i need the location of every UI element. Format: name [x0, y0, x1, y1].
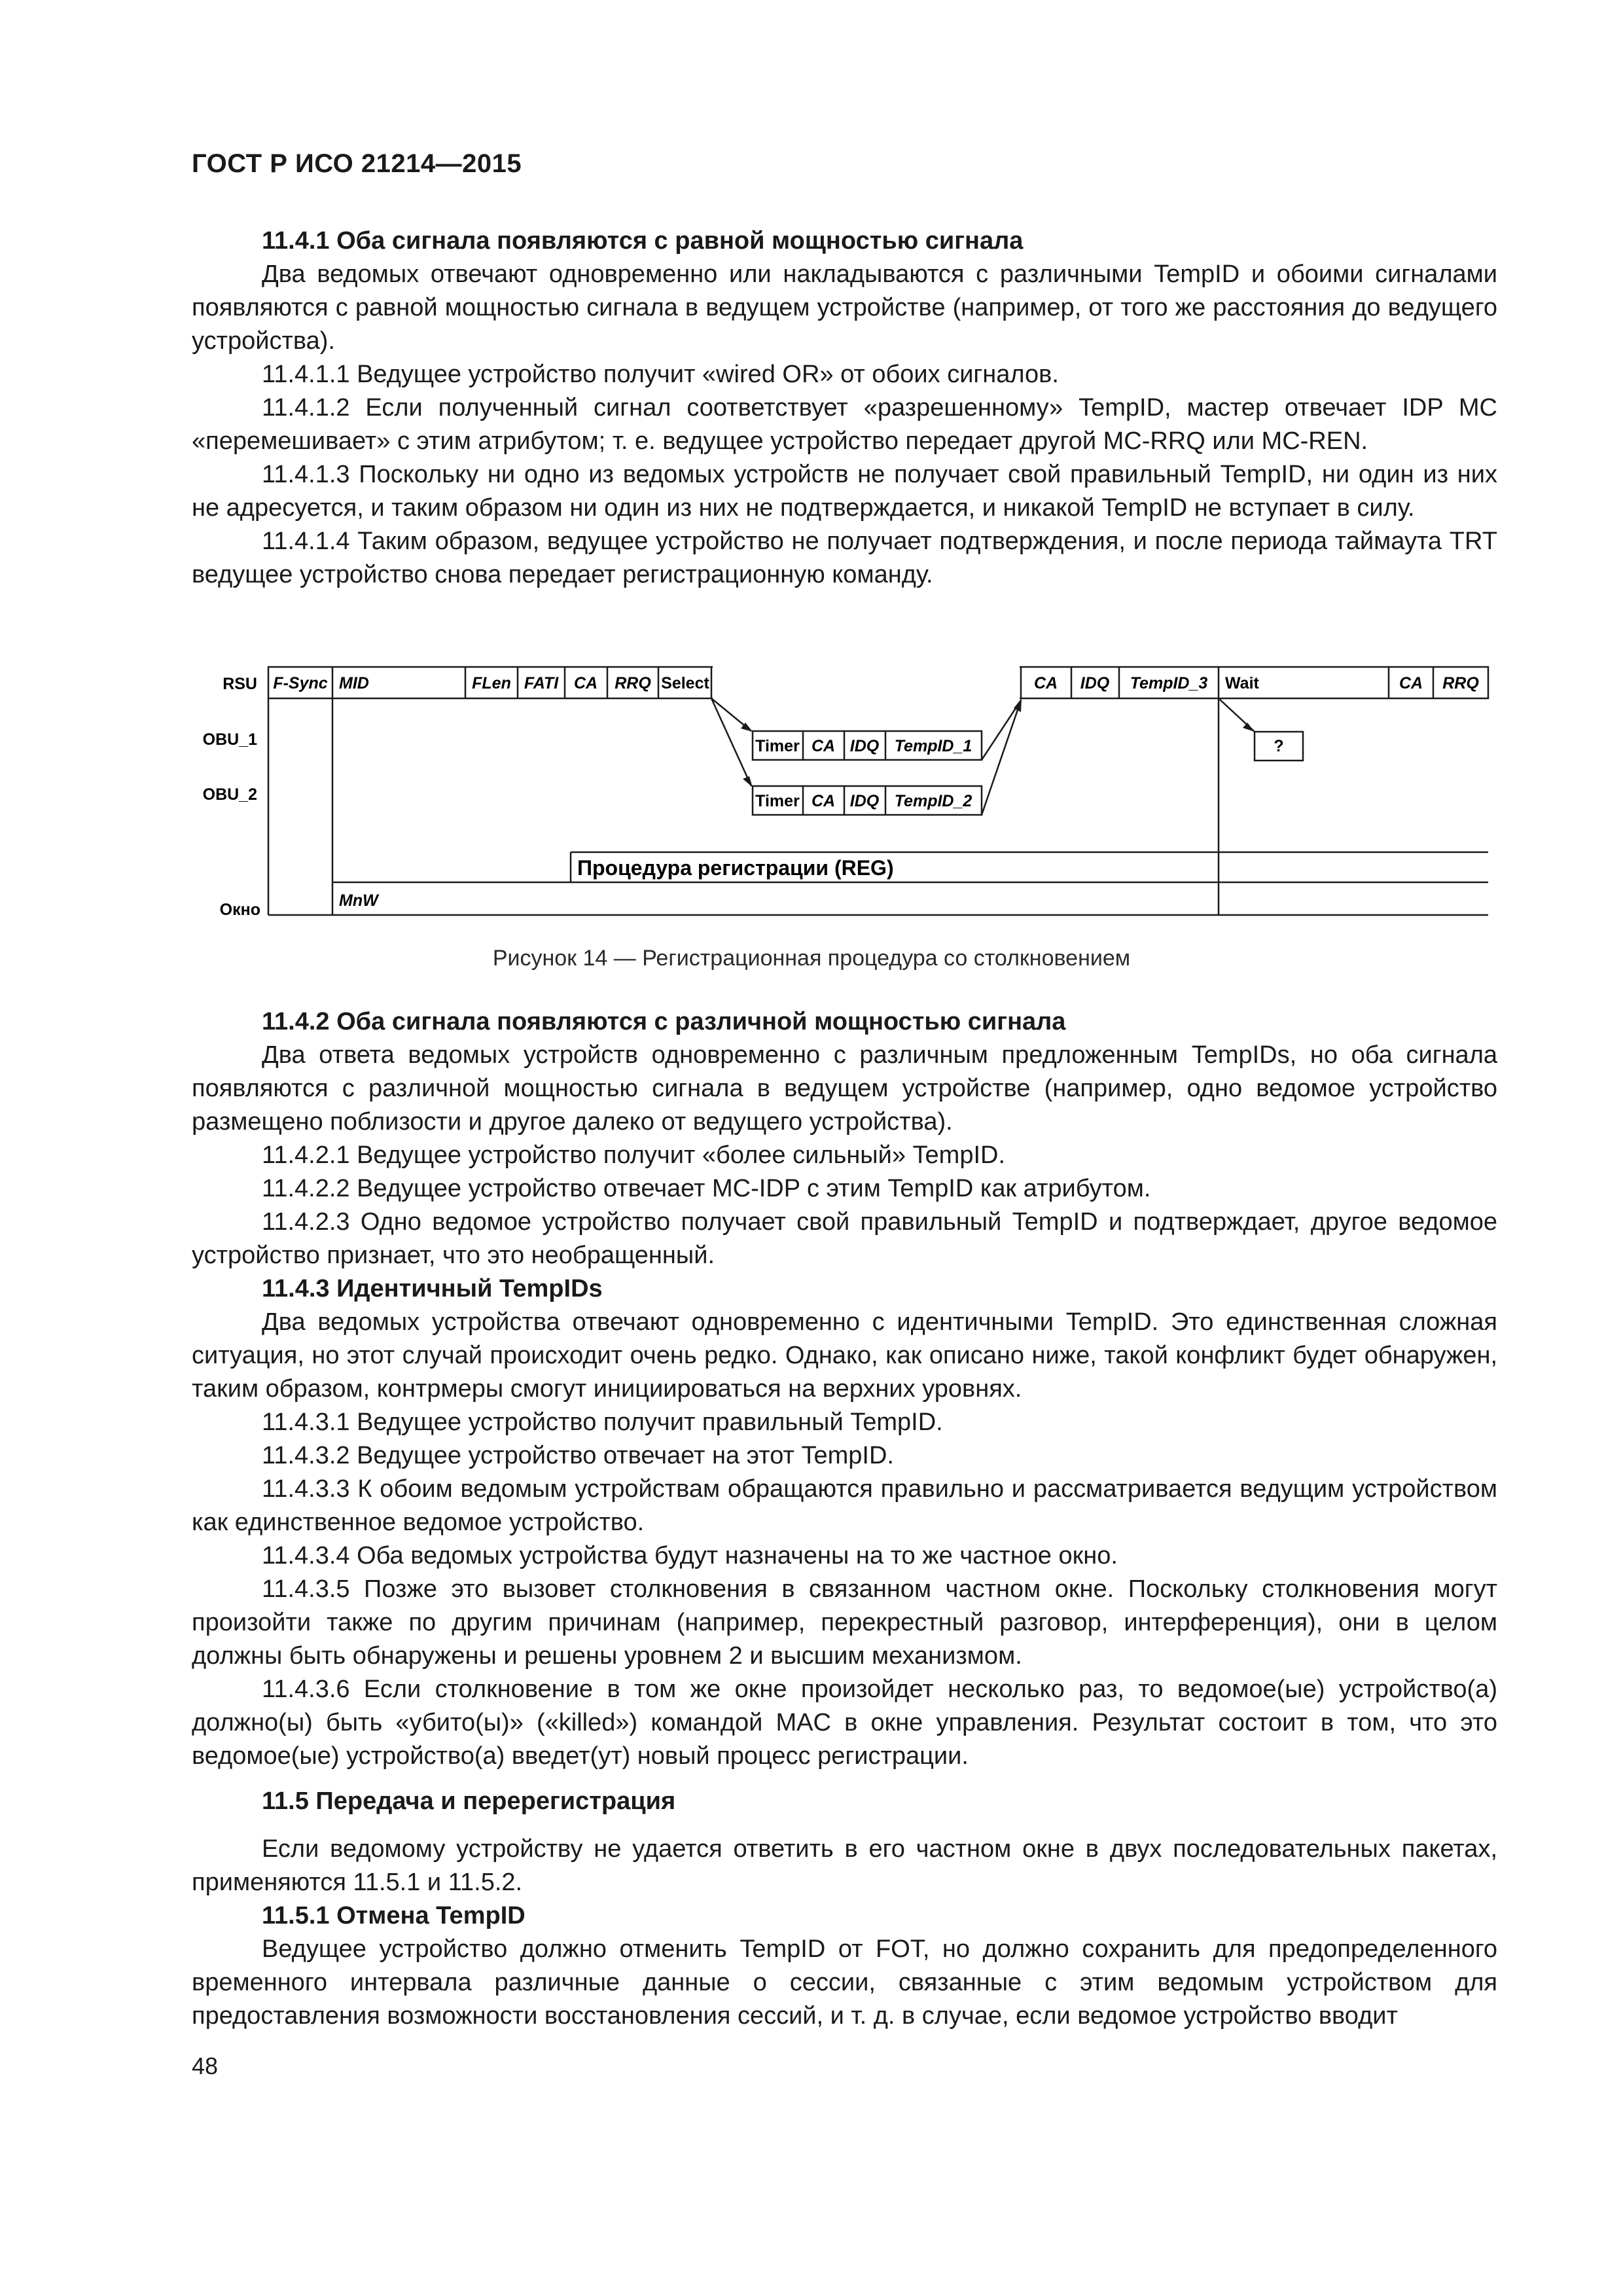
reg-procedure-label: Процедура регистрации (REG) [577, 856, 894, 880]
section-heading: 11.5.1 Отмена TempID [262, 1902, 526, 1929]
mnw-label: MnW [339, 891, 378, 910]
arrow-head [1243, 723, 1255, 732]
paragraph: 11.4.3.5 Позже это вызовет столкновения в связанном частном окне. Поскольку столкновения могут произойти также по другим причинам (например, перекрестный разговор, интерференция), они в целом должны быть обнаружены и решены уровнем 2 и высшим механизмом. [192, 1575, 1497, 1670]
obu1-tempid: TempID_1 [894, 737, 972, 755]
question-mark: ? [1274, 737, 1284, 755]
field-fati: FATI [524, 674, 559, 692]
arrow-head [743, 776, 753, 787]
paragraph: 11.4.2.2 Ведущее устройство отвечает MC-IDP с этим TempID как атрибутом. [262, 1175, 1151, 1202]
section-heading: 11.4.2 Оба сигнала появляются с различной мощностью сигнала [262, 1008, 1066, 1035]
section-heading: 11.5 Передача и перерегистрация [262, 1787, 676, 1815]
field-ca: CA [573, 674, 598, 692]
row-label-obu2: OBU_2 [202, 785, 257, 804]
obu2-idq: IDQ [849, 792, 880, 810]
paragraph: 11.4.2.1 Ведущее устройство получит «более сильный» TempID. [262, 1141, 1006, 1169]
row-label-rsu: RSU [223, 675, 257, 693]
field-rrq-3: RRQ [1442, 674, 1479, 692]
section-heading: 11.4.3 Идентичный TempIDs [262, 1275, 603, 1302]
text-section-11-4-2 [192, 1005, 1497, 1773]
paragraph: 11.4.1.1 Ведущее устройство получит «wired OR» от обоих сигналов. [262, 361, 1059, 388]
paragraph: 11.4.3.6 Если столкновение в том же окне произойдет несколько раз, то ведомое(ые) устройство(а) должно(ы) быть «убито(ы)» («killed») командой MAC в окне управления. Результат состоит в том, что это ведомое(ые) устройство(а) введет(ут) новый процесс регистрации. [192, 1676, 1497, 1770]
obu2-tempid: TempID_2 [894, 792, 972, 810]
field-flen: FLen [472, 674, 511, 692]
paragraph: 11.4.1.3 Поскольку ни одно из ведомых устройств не получает свой правильный TempID, ни один из них не адресуется, и таким образом ни один из них не подтверждается, и никакой TempID не вступает в силу. [192, 461, 1497, 522]
field-rrq: RRQ [615, 674, 651, 692]
registration-timing-diagram [0, 0, 1623, 956]
paragraph: 11.4.3.1 Ведущее устройство получит правильный TempID. [262, 1408, 943, 1436]
text-section-11-5-body [192, 1833, 1497, 2033]
paragraph: 11.4.2.3 Одно ведомое устройство получает свой правильный TempID и подтверждает, другое ведомое устройство признает, что это необращенный. [192, 1208, 1497, 1269]
field-tempid-3: TempID_3 [1130, 674, 1208, 692]
paragraph: Ведущее устройство должно отменить TempID от FOT, но должно сохранить для предопределенного временного интервала различные данные о сессии, связанные с этим ведомым устройством для предоставления возможности восстановления сессий, и т. д. в случае, если ведомое устройство вводит [192, 1935, 1497, 2030]
paragraph: Два ведомых отвечают одновременно или накладываются с различными TempID и обоими сигналами появляются с равной мощностью сигнала в ведущем устройстве (например, от того же расстояния до ведущего устройства). [192, 260, 1497, 355]
field-fsync: F-Sync [273, 674, 328, 692]
obu1-idq: IDQ [849, 737, 880, 755]
page-number: 48 [192, 2053, 219, 2079]
paragraph: 11.4.3.4 Оба ведомых устройства будут назначены на то же частное окно. [262, 1542, 1118, 1570]
section-heading: 11.4.1 Оба сигнала появляются с равной мощностью сигнала [262, 227, 1024, 255]
field-mid: MID [339, 674, 369, 692]
field-select: Select [661, 674, 709, 692]
paragraph: Если ведомому устройству не удается ответить в его частном окне в двух последовательных пакетах, применяются 11.5.1 и 11.5.2. [192, 1835, 1497, 1896]
paragraph: 11.4.1.2 Если полученный сигнал соответствует «разрешенному» TempID, мастер отвечает IDP MC «перемешивает» с этим атрибутом; т. е. ведущее устройство передает другой MC-RRQ или MC-REN. [192, 394, 1497, 455]
paragraph: Два ответа ведомых устройств одновременно с различным предложенным TempIDs, но оба сигнала появляются с различной мощностью сигнала в ведущем устройстве (например, одно ведомое устройство размещено поблизости и другое далеко от ведущего устройства). [192, 1041, 1497, 1136]
paragraph: 11.4.3.2 Ведущее устройство отвечает на этот TempID. [262, 1442, 894, 1469]
figure-caption: Рисунок 14 — Регистрационная процедура со столкновением [492, 946, 1131, 971]
paragraph: Два ведомых устройства отвечают одновременно с идентичными TempID. Это единственная сложная ситуация, но этот случай происходит очень редко. Однако, как описано ниже, такой конфликт будет обнаружен, таким образом, контрмеры смогут инициироваться на верхних уровнях. [192, 1308, 1497, 1403]
obu2-ca: CA [811, 792, 836, 810]
obu1-ca: CA [811, 737, 836, 755]
row-label-obu1: OBU_1 [202, 730, 257, 749]
obu1-timer: Timer [755, 737, 800, 755]
text-section-11-5 [192, 1785, 1497, 1818]
field-idq-2: IDQ [1080, 674, 1110, 692]
field-ca-3: CA [1399, 674, 1423, 692]
document-header: ГОСТ Р ИСО 21214—2015 [192, 149, 522, 178]
obu2-timer: Timer [755, 792, 800, 810]
field-ca-2: CA [1033, 674, 1058, 692]
paragraph: 11.4.3.3 К обоим ведомым устройствам обращаются правильно и рассматривается ведущим устройством как единственное ведомое устройство. [192, 1475, 1497, 1536]
field-wait: Wait [1225, 674, 1259, 692]
paragraph: 11.4.1.4 Таким образом, ведущее устройство не получает подтверждения, и после периода таймаута TRT ведущее устройство снова передает регистрационную команду. [192, 528, 1497, 588]
row-label-window: Окно [219, 901, 260, 919]
